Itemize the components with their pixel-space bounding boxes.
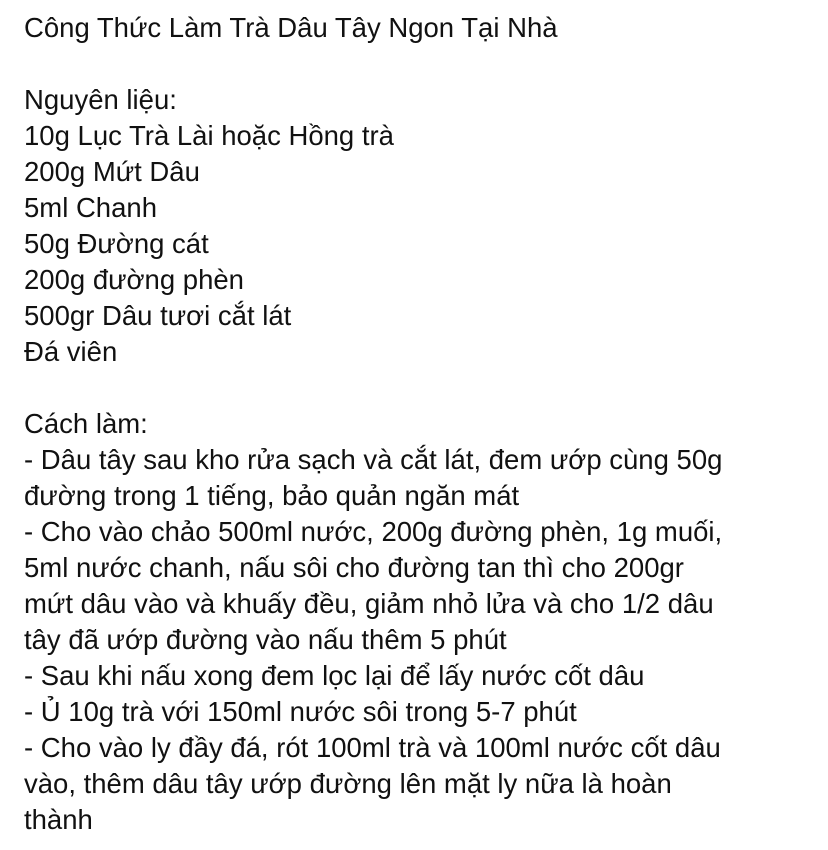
step-line: đường trong 1 tiếng, bảo quản ngăn mát	[24, 480, 520, 511]
step-line: - Ủ 10g trà với 150ml nước sôi trong 5-7 phút	[24, 696, 577, 727]
ingredient-item: 500gr Dâu tươi cắt lát	[24, 300, 292, 331]
ingredient-item: 5ml Chanh	[24, 192, 157, 223]
recipe-title: Công Thức Làm Trà Dâu Tây Ngon Tại Nhà	[24, 12, 558, 43]
ingredient-item: Đá viên	[24, 336, 118, 367]
step-line: - Sau khi nấu xong đem lọc lại để lấy nước cốt dâu	[24, 660, 645, 691]
recipe-note	[24, 10, 814, 838]
step-line: thành	[24, 804, 93, 835]
spacer	[24, 370, 814, 406]
step-line: 5ml nước chanh, nấu sôi cho đường tan thì cho 200gr	[24, 552, 684, 583]
ingredient-item: 200g đường phèn	[24, 264, 244, 295]
step-line: vào, thêm dâu tây ướp đường lên mặt ly nữa là hoàn	[24, 768, 672, 799]
step-line: - Dâu tây sau kho rửa sạch và cắt lát, đem ướp cùng 50g	[24, 444, 723, 475]
spacer	[24, 46, 814, 82]
step-line: tây đã ướp đường vào nấu thêm 5 phút	[24, 624, 507, 655]
step-line: - Cho vào chảo 500ml nước, 200g đường phèn, 1g muối,	[24, 516, 723, 547]
steps-heading: Cách làm:	[24, 408, 148, 439]
ingredient-item: 10g Lục Trà Lài hoặc Hồng trà	[24, 120, 394, 151]
ingredients-heading: Nguyên liệu:	[24, 84, 177, 115]
ingredient-item: 200g Mứt Dâu	[24, 156, 200, 187]
ingredient-item: 50g Đường cát	[24, 228, 209, 259]
step-line: mứt dâu vào và khuấy đều, giảm nhỏ lửa và cho 1/2 dâu	[24, 588, 714, 619]
step-line: - Cho vào ly đầy đá, rót 100ml trà và 100ml nước cốt dâu	[24, 732, 721, 763]
